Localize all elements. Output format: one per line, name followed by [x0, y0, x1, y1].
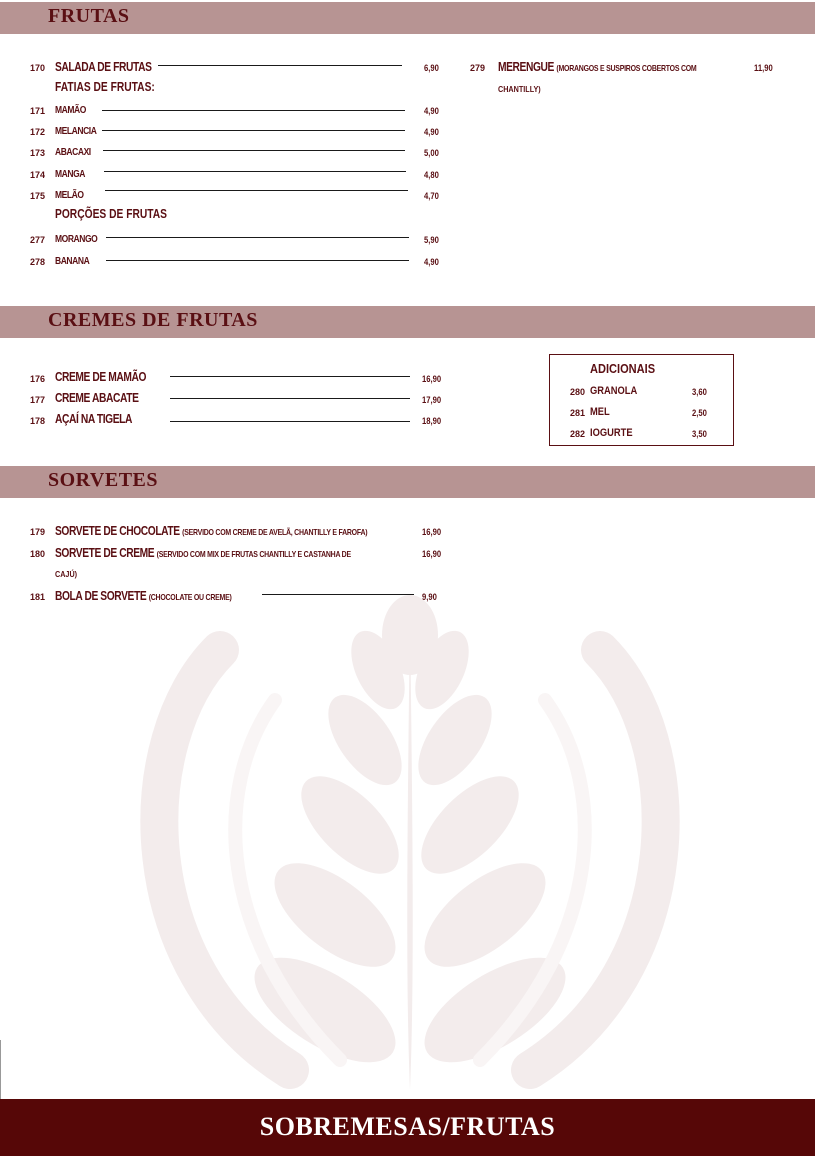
section-band-sorvetes [0, 466, 815, 498]
list-item [30, 391, 450, 409]
subheading-porcoes: PORÇÕES DE FRUTAS [55, 207, 168, 221]
item-price: 9,90 [422, 592, 437, 602]
item-code: 170 [30, 63, 46, 73]
item-name: MEL [590, 406, 610, 418]
item-name: MANGA [55, 169, 85, 180]
item-code: 280 [570, 387, 586, 397]
item-code: 173 [30, 148, 46, 158]
page-edge-rule [0, 1040, 1, 1100]
section-title-sorvetes: SORVETES [48, 469, 159, 491]
item-code: 172 [30, 127, 46, 137]
item-price: 11,90 [754, 63, 773, 73]
leader-line [104, 171, 406, 172]
item-name: ABACAXI [55, 147, 91, 158]
item-price: 17,90 [422, 395, 442, 405]
list-item [30, 254, 450, 272]
item-code: 179 [30, 527, 46, 537]
item-name: SORVETE DE CREME (SERVIDO COM MIX DE FRUTAS CHANTILLY E CASTANHA DE [55, 546, 351, 560]
list-item [570, 385, 720, 401]
item-name: SALADA DE FRUTAS [55, 60, 152, 74]
menu-item-merengue [470, 60, 790, 78]
list-item [30, 232, 450, 250]
item-name: GRANOLA [590, 385, 638, 397]
leader-line [158, 65, 402, 66]
item-name: IOGURTE [590, 427, 633, 439]
list-item [570, 406, 720, 422]
item-name: CREME ABACATE [55, 391, 139, 405]
item-price: 5,90 [424, 235, 439, 245]
item-price: 3,60 [692, 387, 707, 397]
item-price: 4,70 [424, 191, 439, 201]
item-price: 16,90 [422, 549, 442, 559]
item-name: MORANGO [55, 234, 98, 245]
item-name: SORVETE DE CHOCOLATE (SERVIDO COM CREME DE AVELÃ, CHANTILLY E FAROFA) [55, 524, 368, 538]
list-item [30, 124, 450, 142]
leader-line [170, 376, 410, 377]
footer-title: SOBREMESAS/FRUTAS [259, 1112, 556, 1141]
item-note-continued: CAJÚ) [55, 569, 78, 579]
item-code: 281 [570, 408, 586, 418]
item-code: 177 [30, 395, 46, 405]
section-title-frutas: FRUTAS [48, 5, 130, 27]
item-name: BOLA DE SORVETE (CHOCOLATE OU CREME) [55, 589, 232, 603]
item-price: 18,90 [422, 416, 442, 426]
list-item [30, 524, 450, 542]
item-price: 6,90 [424, 63, 439, 73]
leader-line [106, 237, 409, 238]
item-price: 4,90 [424, 106, 439, 116]
item-price: 5,00 [424, 148, 439, 158]
item-name: MERENGUE (MORANGOS E SUSPIROS COBERTOS COM [498, 60, 697, 74]
item-name: AÇAÍ NA TIGELA [55, 412, 133, 426]
item-price: 4,90 [424, 257, 439, 267]
menu-item-salada [30, 60, 450, 78]
item-code: 178 [30, 416, 46, 426]
leader-line [170, 398, 410, 399]
item-price: 4,90 [424, 127, 439, 137]
item-name: BANANA [55, 256, 90, 267]
item-code: 171 [30, 106, 46, 116]
section-title-cremes: CREMES DE FRUTAS [48, 309, 258, 331]
section-band-cremes [0, 306, 815, 338]
item-name: MELÃO [55, 190, 84, 201]
adicionais-title: ADICIONAIS [590, 361, 656, 376]
item-code: 176 [30, 374, 46, 384]
list-item [30, 188, 450, 206]
leader-line [106, 260, 409, 261]
item-code: 277 [30, 235, 46, 245]
list-item [30, 546, 450, 564]
leader-line [103, 150, 405, 151]
item-note-continued: CHANTILLY) [498, 84, 541, 94]
section-band-frutas [0, 2, 815, 34]
leader-line [102, 130, 405, 131]
item-price: 4,80 [424, 170, 439, 180]
item-code: 279 [470, 63, 486, 73]
item-code: 180 [30, 549, 46, 559]
leader-line [262, 594, 414, 595]
list-item [570, 427, 720, 443]
item-name: MELANCIA [55, 126, 97, 137]
leader-line [102, 110, 405, 111]
list-item [30, 145, 450, 163]
list-item [30, 103, 450, 121]
list-item [30, 589, 450, 607]
item-price: 2,50 [692, 408, 707, 418]
subheading-fatias: FATIAS DE FRUTAS: [55, 80, 155, 94]
item-code: 181 [30, 592, 46, 602]
list-item [30, 412, 450, 430]
list-item [30, 167, 450, 185]
wheat-leaf-watermark-icon [110, 590, 710, 1100]
list-item [30, 370, 450, 388]
footer-band [0, 1099, 815, 1156]
leader-line [105, 190, 408, 191]
item-name: CREME DE MAMÃO [55, 370, 147, 384]
item-name: MAMÃO [55, 105, 86, 116]
item-code: 174 [30, 170, 46, 180]
leader-line [170, 421, 410, 422]
item-code: 282 [570, 429, 586, 439]
item-price: 3,50 [692, 429, 707, 439]
item-code: 175 [30, 191, 46, 201]
adicionais-box [549, 354, 734, 446]
item-price: 16,90 [422, 374, 442, 384]
item-code: 278 [30, 257, 46, 267]
item-price: 16,90 [422, 527, 442, 537]
